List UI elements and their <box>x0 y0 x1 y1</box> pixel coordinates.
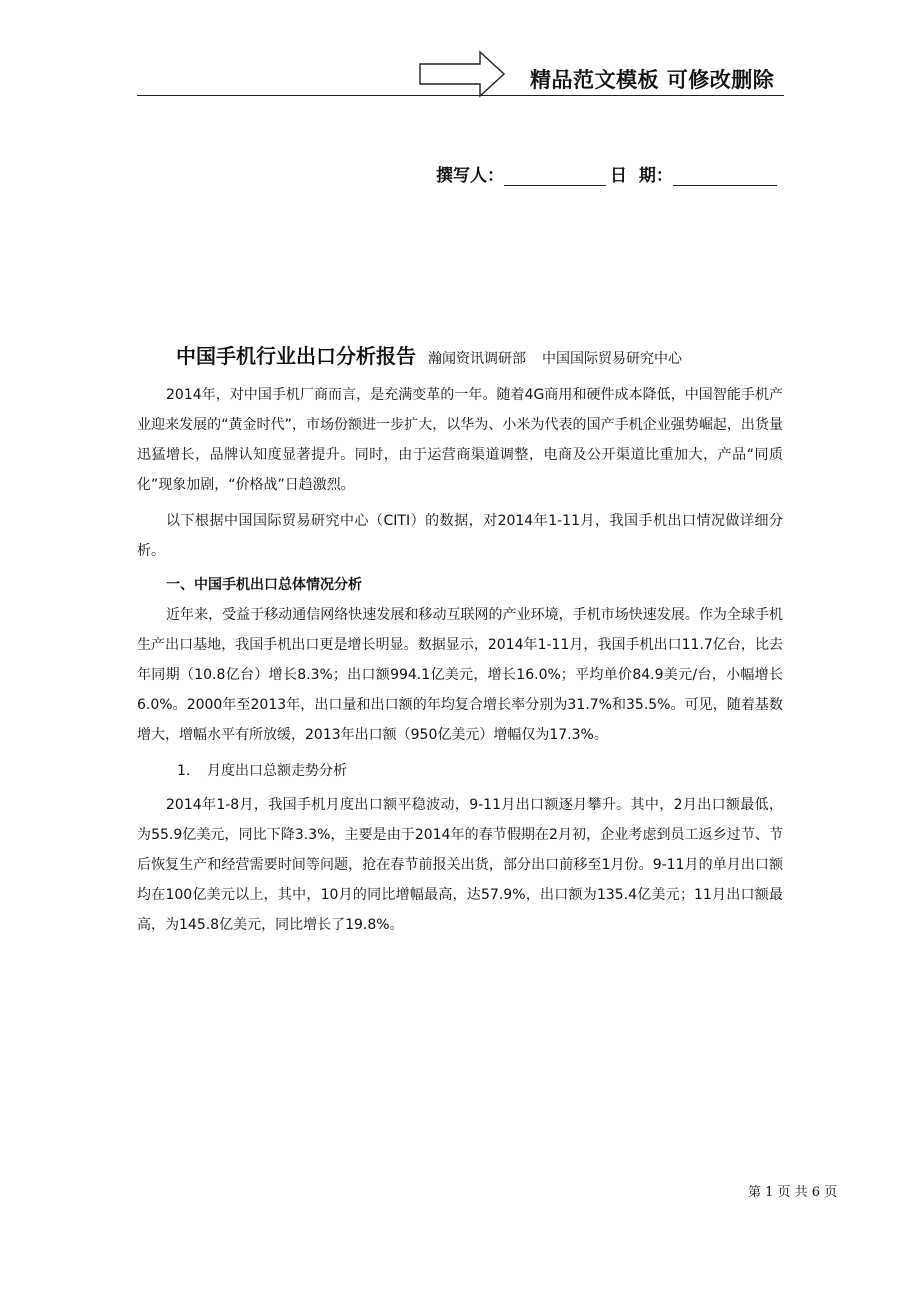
subsection-number: 1. <box>177 763 191 779</box>
header-divider <box>137 95 784 96</box>
author-date-line <box>436 160 777 186</box>
intro-paragraph-2: 以下根据中国国际贸易研究中心（CITI）的数据，对2014年1-11月，我国手机出口情况做详细分析。 <box>137 513 783 559</box>
date-blank-field[interactable] <box>673 165 777 186</box>
subsection-heading <box>137 756 783 786</box>
intro-paragraph: 2014年，对中国手机厂商而言，是充满变革的一年。随着4G商用和硬件成本降低，中国智能手机产业迎来发展的“黄金时代”，市场份额进一步扩大，以华为、小米为代表的国产手机企业强势崛起，出货量迅猛增长，品牌认知度显著提升。同时，由于运营商渠道调整，电商及公开渠道比重加大，产品“同质化”现象加剧，“价格战”日趋激烈。 <box>137 387 783 493</box>
date-label: 日 期： <box>610 166 673 186</box>
report-body <box>137 380 783 940</box>
report-source-2: 中国国际贸易研究中心 <box>542 351 682 367</box>
section-heading: 一、中国手机出口总体情况分析 <box>166 577 362 593</box>
author-label: 撰写人： <box>436 166 504 186</box>
report-title: 中国手机行业出口分析报告 <box>176 344 416 368</box>
subsection-paragraph: 2014年1-8月，我国手机月度出口额平稳波动，9-11月出口额逐月攀升。其中，2月出口额最低，为55.9亿美元，同比下降3.3%，主要是由于2014年的春节假期在2月初，企业考虑到员工返乡过节、节后恢复生产和经营需要时间等问题，抢在春节前报关出货，部分出口前移至1月份。9-11月的单月出口额均在100亿美元以上，其中，10月的同比增幅最高，达57.9%，出口额为135.4亿美元；11月出口额最高，为145.8亿美元，同比增长了19.8%。 <box>137 797 783 933</box>
section-paragraph: 近年来，受益于移动通信网络快速发展和移动互联网的产业环境，手机市场快速发展。作为全球手机生产出口基地，我国手机出口更是增长明显。数据显示，2014年1-11月，我国手机出口11.7亿台，比去年同期（10.8亿台）增长8.3%；出口额994.1亿美元，增长16.0%；平均单价84.9美元/台，小幅增长6.0%。2000年至2013年，出口量和出口额的年均复合增长率分别为31.7%和35.5%。可见，随着基数增大，增幅水平有所放缓，2013年出口额（950亿美元）增幅仅为17.3%。 <box>137 607 783 743</box>
page-footer: 第 1 页 共 6 页 <box>748 1185 838 1200</box>
report-title-line <box>176 340 682 369</box>
right-arrow-icon <box>418 50 506 98</box>
header-title: 精品范文模板 可修改删除 <box>530 68 775 92</box>
author-blank-field[interactable] <box>504 165 606 186</box>
report-source-1: 瀚闻资讯调研部 <box>428 351 526 367</box>
subsection-title: 月度出口总额走势分析 <box>207 763 347 779</box>
